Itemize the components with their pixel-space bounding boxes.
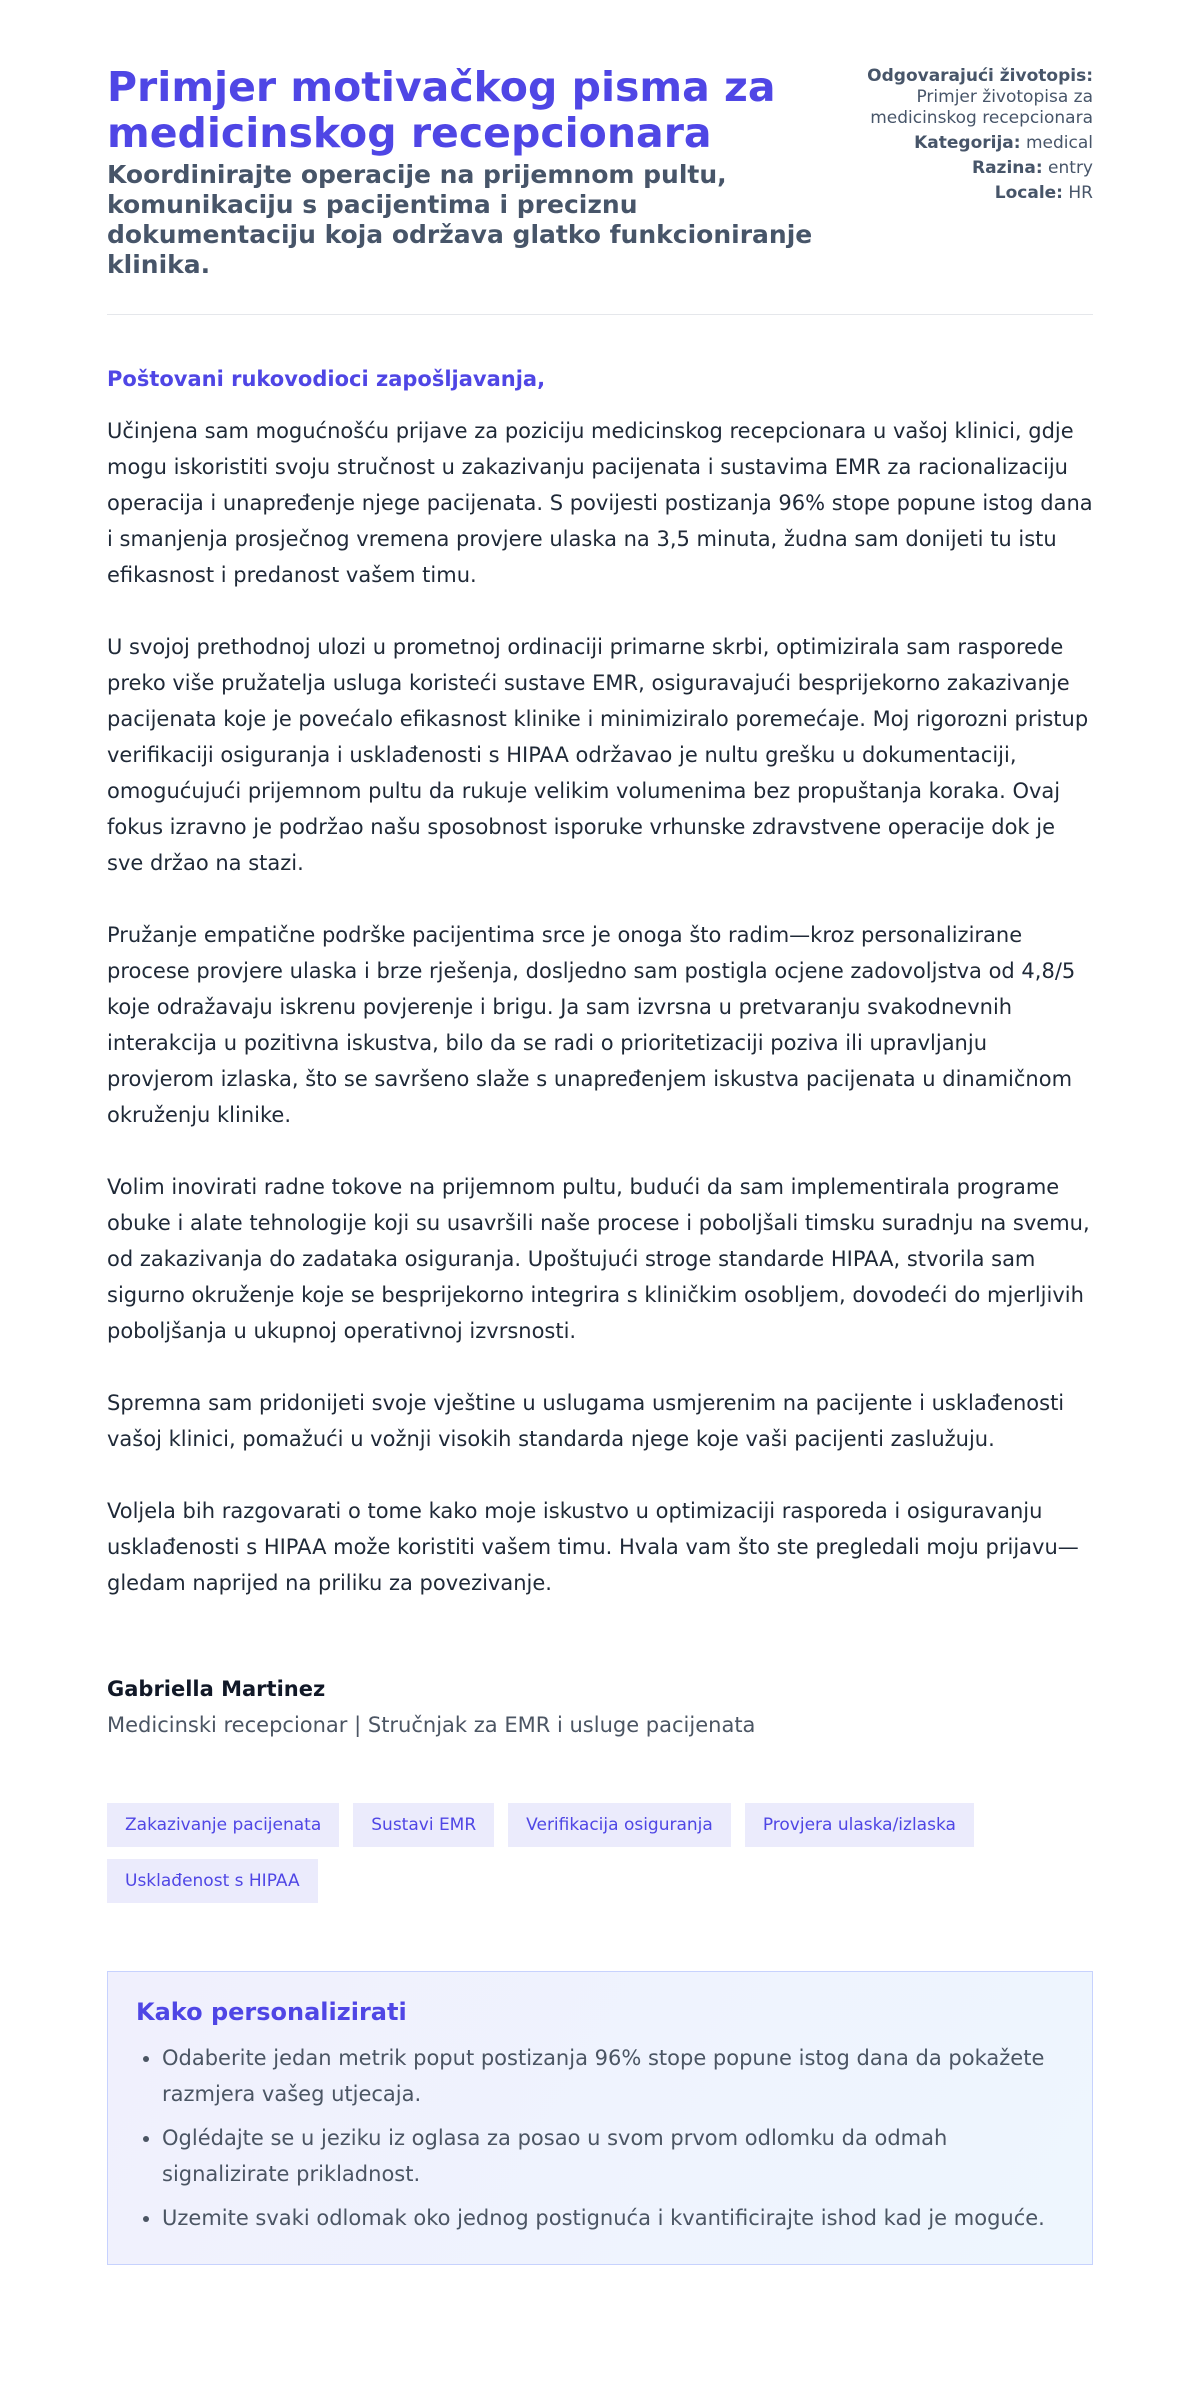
meta-label: Razina: bbox=[971, 158, 1043, 178]
paragraph: U svojoj prethodnoj ulozi u prometnoj ordinaciji primarne skrbi, optimizirala sam rasporede preko više pružatelja usluga koristeći sustave EMR, osiguravajući besprijekorno zakazivanje pacijenata koje je povećalo efikasnost klinike i minimiziralo poremećaje. Moj rigorozni pristup verifikaciji osiguranja i usklađenosti s HIPAA održavao je nultu grešku u dokumentaciji, omogućujući prijemnom pultu da rukuje velikim volumenima bez propuštanja koraka. Ovaj fokus izravno je podržao našu sposobnost isporuke vrhunske zdravstvene operacije dok je sve držao na stazi. bbox=[107, 635, 1089, 875]
tips-title: Kako personalizirati bbox=[136, 1998, 407, 2026]
header-left bbox=[107, 64, 827, 280]
meta-resume bbox=[843, 66, 1093, 129]
tip-item: • Odaberite jedan metrik poput postizanja 96% stope popune istog dana da pokažete razmjera vašeg utjecaja. bbox=[162, 2040, 1064, 2112]
page-subtitle: Koordinirajte operacije na prijemnom pultu, komunikaciju s pacijentima i preciznu dokumentaciju koja održava glatko funkcioniranje klinika. bbox=[107, 160, 813, 279]
page bbox=[107, 0, 1093, 2325]
skill-tag: Provjera ulaska/izlaska bbox=[745, 1803, 974, 1847]
meta-label: Locale: bbox=[994, 183, 1063, 203]
meta-level bbox=[843, 158, 1093, 179]
letter-body bbox=[107, 413, 1093, 1601]
tips-list bbox=[136, 2040, 1064, 2236]
skill-tags bbox=[107, 1803, 1007, 1903]
meta-label: Kategorija: bbox=[914, 133, 1021, 153]
paragraph: Spremna sam pridonijeti svoje vještine u uslugama usmjerenim na pacijente i usklađenosti vašoj klinici, pomažući u vožnji visokih standarda njege koje vaši pacijenti zaslužuju. bbox=[107, 1391, 1065, 1451]
meta-value: HR bbox=[1068, 183, 1093, 203]
salutation: Poštovani rukovodioci zapošljavanja, bbox=[107, 367, 546, 391]
skill-tag: Verifikacija osiguranja bbox=[508, 1803, 731, 1847]
meta-locale bbox=[843, 183, 1093, 204]
paragraph: Voljela bih razgovarati o tome kako moje iskustvo u optimizaciji rasporeda i osiguravanju usklađenosti s HIPAA može koristiti vašem timu. Hvala vam što ste pregledali moju prijavu—gledam naprijed na priliku za povezivanje. bbox=[107, 1499, 1079, 1595]
meta-resume-link[interactable]: Primjer životopisa za medicinskog recepcionara bbox=[870, 87, 1093, 128]
paragraph: Učinjena sam mogućnošću prijave za poziciju medicinskog recepcionara u vašoj klinici, gdje mogu iskoristiti svoju stručnost u zakazivanju pacijenata i sustavima EMR za racionalizaciju operacija i unapređenje njege pacijenata. S povijesti postizanja 96% stope popune istog dana i smanjenja prosječnog vremena provjere ulaska na 3,5 minuta, žudna sam donijeti tu istu efikasnost i predanost vašem timu. bbox=[107, 419, 1093, 587]
meta-value: medical bbox=[1025, 133, 1093, 153]
signature-name: Gabriella Martinez bbox=[107, 1677, 326, 1701]
skill-tag: Zakazivanje pacijenata bbox=[107, 1803, 339, 1847]
page-header bbox=[107, 64, 1093, 315]
signature-title: Medicinski recepcionar | Stručnjak za EMR i usluge pacijenata bbox=[107, 1713, 756, 1737]
meta-label: Odgovarajući životopis: bbox=[867, 66, 1093, 86]
personalize-tips bbox=[107, 1971, 1093, 2265]
meta-panel bbox=[843, 66, 1093, 208]
meta-value: entry bbox=[1048, 158, 1093, 178]
skill-tag: Sustavi EMR bbox=[353, 1803, 494, 1847]
paragraph: Pružanje empatične podrške pacijentima srce je onoga što radim—kroz personalizirane procese provjere ulaska i brze rješenja, dosljedno sam postigla ocjene zadovoljstva od 4,8/5 koje odražavaju iskrenu povjerenje i brigu. Ja sam izvrsna u pretvaranju svakodnevnih interakcija u pozitivna iskustva, bilo da se radi o prioritetizaciji poziva ili upravljanju provjerom izlaska, što se savršeno slaže s unapređenjem iskustva pacijenata u dinamičnom okruženju klinike. bbox=[107, 923, 1076, 1127]
meta-category bbox=[843, 133, 1093, 154]
page-title: Primjer motivačkog pisma za medicinskog recepcionara bbox=[107, 63, 776, 157]
tip-item: • Uzemite svaki odlomak oko jednog postignuća i kvantificirajte ishod kad je moguće. bbox=[162, 2200, 1064, 2236]
tip-item: • Oglédajte se u jeziku iz oglasa za posao u svom prvom odlomku da odmah signalizirate prikladnost. bbox=[162, 2120, 1064, 2192]
skill-tag: Usklađenost s HIPAA bbox=[107, 1859, 318, 1903]
paragraph: Volim inovirati radne tokove na prijemnom pultu, budući da sam implementirala programe obuke i alate tehnologije koji su usavršili naše procese i poboljšali timsku suradnju na svemu, od zakazivanja do zadataka osiguranja. Upoštujući stroge standarde HIPAA, stvorila sam sigurno okruženje koje se besprijekorno integrira s kliničkim osobljem, dovodeći do mjerljivih poboljšanja u ukupnoj operativnoj izvrsnosti. bbox=[107, 1175, 1090, 1343]
